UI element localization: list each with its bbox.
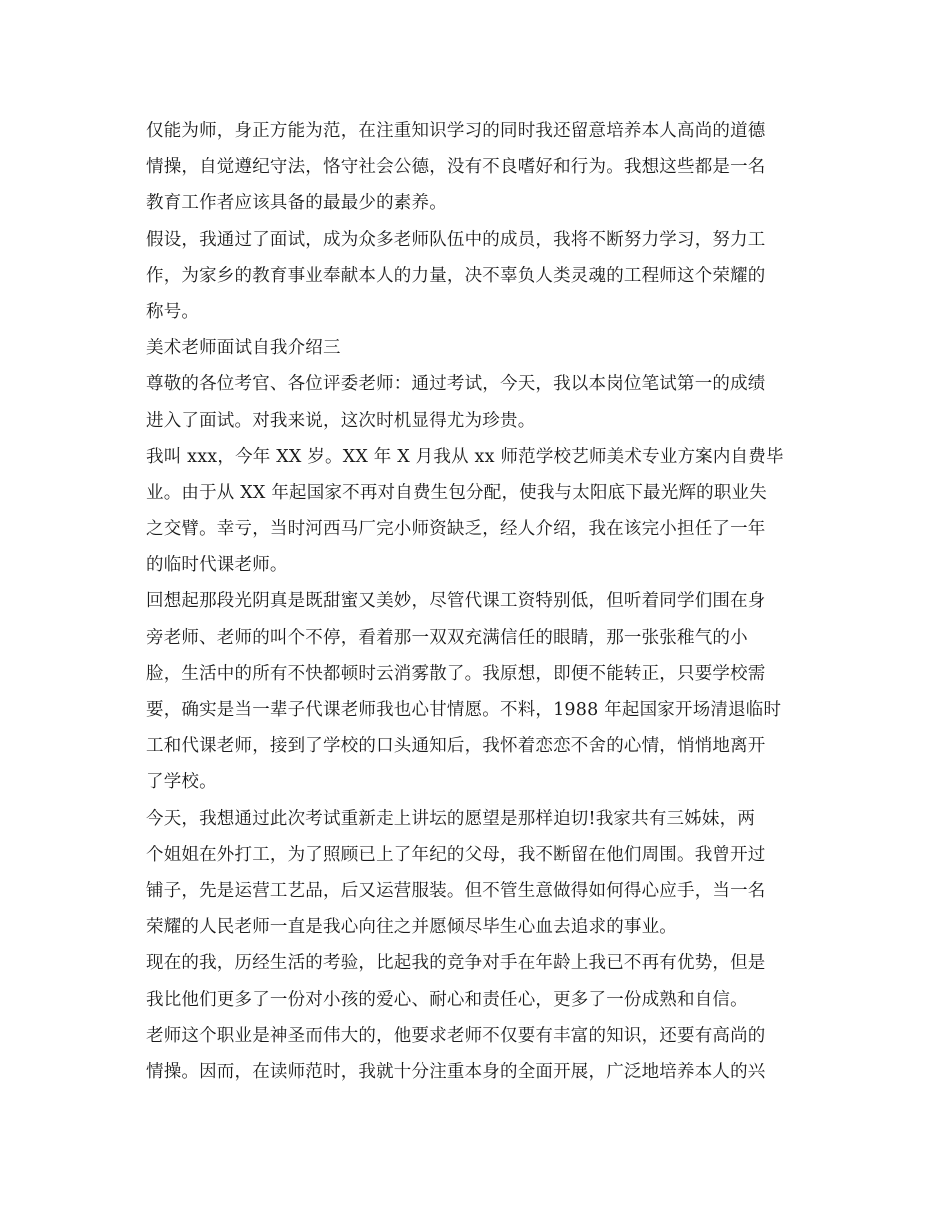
- text-line: 了学校。: [146, 772, 217, 793]
- text-line: 之交臂。幸亏，当时河西马厂完小师资缺乏，经人介绍，我在该完小担任了一年: [146, 519, 766, 540]
- text-line: 的临时代课老师。: [146, 555, 288, 576]
- text-line: 要，确实是当一辈子代课老师我也心甘情愿。不料，1988 年起国家开场清退临时: [146, 700, 782, 720]
- text-line: 我比他们更多了一份对小孩的爱心、耐心和责任心，更多了一份成熟和自信。: [146, 989, 748, 1010]
- text-line: 尊敬的各位考官、各位评委老师：通过考试，今天，我以本岗位笔试第一的成绩: [146, 374, 766, 395]
- text-line: 老师这个职业是神圣而伟大的，他要求老师不仅要有丰富的知识，还要有高尚的: [146, 1025, 766, 1046]
- text-line: 情操。因而，在读师范时，我就十分注重本身的全面开展，广泛地培养本人的兴: [146, 1061, 766, 1082]
- text-line: 铺子，先是运营工艺品，后又运营服装。但不管生意做得如何得心应手，当一名: [146, 880, 766, 901]
- text-line: 工和代课老师，接到了学校的口头通知后，我怀着恋恋不舍的心情，悄悄地离开: [146, 736, 766, 757]
- document-body: [146, 113, 806, 1090]
- text-line: 进入了面试。对我来说，这次时机显得尤为珍贵。: [146, 410, 536, 431]
- text-line: 业。由于从 XX 年起国家不再对自费生包分配，使我与太阳底下最光辉的职业失: [146, 482, 767, 503]
- text-line: 作，为家乡的教育事业奉献本人的力量，决不辜负人类灵魂的工程师这个荣耀的: [146, 265, 766, 286]
- text-line: 回想起那段光阴真是既甜蜜又美妙，尽管代课工资特别低，但听着同学们围在身: [146, 591, 766, 612]
- text-line: 脸，生活中的所有不快都顿时云消雾散了。我原想，即便不能转正，只要学校需: [146, 663, 766, 684]
- text-line: 仅能为师，身正方能为范，在注重知识学习的同时我还留意培养本人高尚的道德: [146, 121, 766, 141]
- text-line: 教育工作者应该具备的最最少的素养。: [146, 193, 447, 214]
- text-line: 现在的我，历经生活的考验，比起我的竞争对手在年龄上我已不再有优势，但是: [146, 953, 766, 974]
- text-line: 我叫 xxx，今年 XX 岁。XX 年 X 月我从 xx 师范学校艺师美术专业方案内自费毕: [146, 446, 784, 467]
- text-line: 今天，我想通过此次考试重新走上讲坛的愿望是那样迫切!我家共有三姊妹，两: [146, 808, 756, 829]
- section-heading: 美术老师面试自我介绍三: [146, 338, 341, 359]
- text-line: 个姐姐在外打工，为了照顾已上了年纪的父母，我不断留在他们周围。我曾开过: [146, 844, 766, 865]
- text-line: 假设，我通过了面试，成为众多老师队伍中的成员，我将不断努力学习，努力工: [146, 229, 766, 250]
- text-line: 荣耀的人民老师一直是我心向往之并愿倾尽毕生心血去追求的事业。: [146, 917, 677, 938]
- text-line: 旁老师、老师的叫个不停，看着那一双双充满信任的眼睛，那一张张稚气的小: [146, 627, 748, 648]
- text-line: 情操，自觉遵纪守法，恪守社会公德，没有不良嗜好和行为。我想这些都是一名: [146, 157, 766, 178]
- text-line: 称号。: [146, 301, 200, 322]
